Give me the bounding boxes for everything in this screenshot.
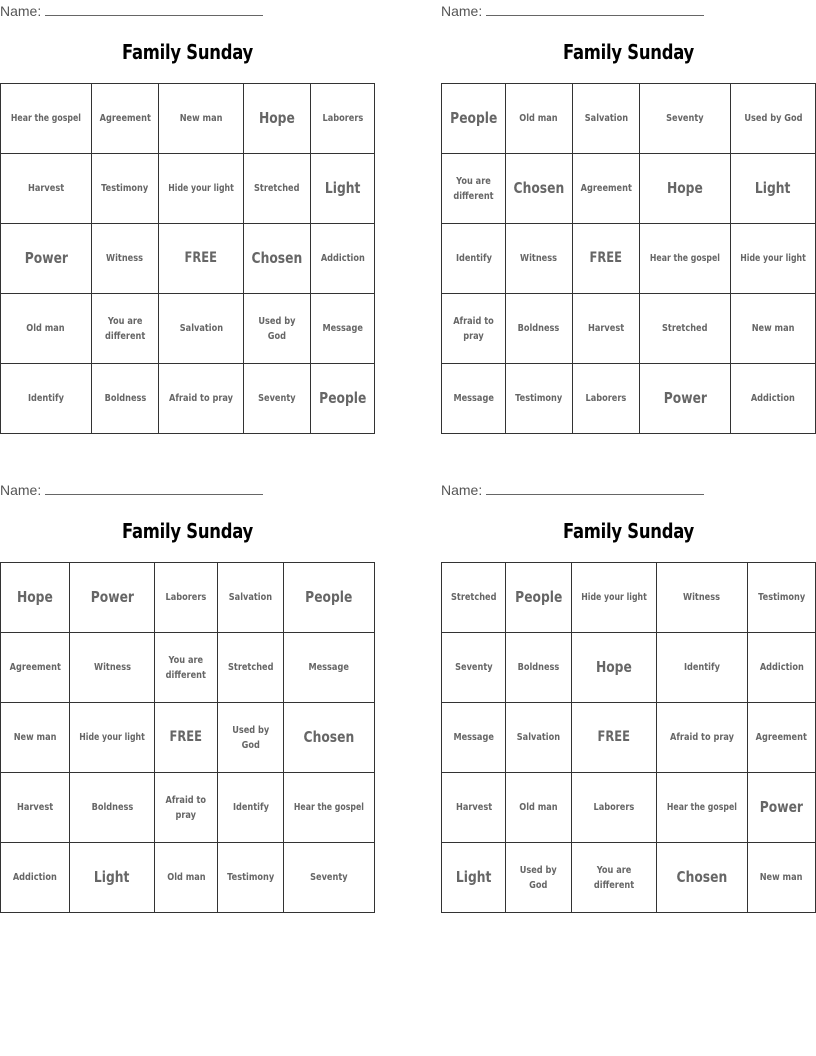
bingo-cell[interactable] [571, 563, 656, 633]
bingo-cell[interactable] [217, 703, 283, 773]
bingo-cell[interactable] [506, 703, 571, 773]
name-label: Name: [0, 482, 42, 498]
bingo-cell[interactable] [311, 84, 375, 154]
bingo-cell[interactable] [70, 563, 155, 633]
bingo-grid [441, 83, 816, 434]
cell-label: Afraid to pray [169, 393, 234, 404]
cell-label: People [449, 109, 498, 127]
cell-label: New man [179, 113, 223, 124]
grid-row [1, 703, 375, 773]
cell-label: Addiction [750, 393, 795, 404]
cell-label: Message [453, 732, 494, 743]
cell-label: Stretched [254, 183, 300, 194]
cell-label: Afraid to pray [453, 315, 494, 342]
bingo-cell[interactable] [747, 563, 815, 633]
cell-label: Laborers [165, 592, 207, 603]
grid-row [1, 563, 375, 633]
bingo-cell[interactable] [640, 154, 731, 224]
cell-label: FREE [597, 729, 630, 745]
name-label: Name: [0, 3, 42, 19]
bingo-cell[interactable] [217, 843, 283, 913]
grid-row [1, 633, 375, 703]
cell-label: Seventy [666, 113, 704, 124]
bingo-cell[interactable] [311, 224, 375, 294]
bingo-cell[interactable] [155, 843, 218, 913]
grid-row [442, 703, 816, 773]
bingo-cell[interactable] [284, 843, 375, 913]
cell-label: Hide your light [580, 592, 647, 603]
bingo-cell[interactable] [311, 364, 375, 434]
cell-label: Power [90, 588, 134, 606]
grid-row [442, 633, 816, 703]
name-line[interactable] [45, 482, 263, 495]
name-field [441, 3, 704, 19]
cell-label: New man [13, 732, 57, 743]
bingo-cell[interactable] [1, 773, 70, 843]
bingo-cell[interactable] [311, 154, 375, 224]
bingo-cell[interactable] [730, 224, 815, 294]
cell-label: Message [322, 323, 363, 334]
cell-label: New man [759, 872, 803, 883]
bingo-cell[interactable] [1, 843, 70, 913]
bingo-cell[interactable] [284, 773, 375, 843]
cell-label: Chosen [303, 728, 355, 746]
bingo-cell[interactable] [442, 633, 506, 703]
bingo-cell[interactable] [571, 633, 656, 703]
cell-label: People [305, 588, 353, 606]
cell-label: Identify [232, 802, 269, 813]
bingo-cell[interactable] [1, 154, 92, 224]
bingo-cell[interactable] [217, 633, 283, 703]
bingo-cell[interactable] [70, 843, 155, 913]
bingo-cell[interactable] [747, 633, 815, 703]
cell-label: Power [759, 798, 803, 816]
cell-label: Salvation [584, 113, 628, 124]
cell-label: Salvation [228, 592, 273, 603]
cell-label: Addiction [13, 872, 58, 883]
cell-label: Old man [519, 802, 558, 813]
cell-label: Witness [683, 592, 721, 603]
cell-label: Agreement [755, 732, 807, 743]
grid-row [1, 773, 375, 843]
grid-row [442, 843, 816, 913]
card-title: Family Sunday [562, 40, 694, 64]
grid-row [1, 294, 375, 364]
bingo-cell[interactable] [505, 224, 572, 294]
name-label: Name: [441, 3, 483, 19]
name-field [0, 482, 263, 498]
bingo-cell[interactable] [91, 154, 158, 224]
bingo-cell[interactable] [70, 773, 155, 843]
cell-label: Stretched [450, 592, 497, 603]
bingo-cell[interactable] [506, 563, 571, 633]
bingo-cell[interactable] [244, 224, 311, 294]
bingo-cell[interactable] [640, 364, 731, 434]
bingo-cell[interactable] [505, 294, 572, 364]
cell-label: Harvest [16, 802, 54, 813]
bingo-cell[interactable] [571, 773, 656, 843]
bingo-cell[interactable] [656, 773, 747, 843]
bingo-cell[interactable] [506, 843, 571, 913]
bingo-cell[interactable] [640, 84, 731, 154]
cell-label: Power [663, 389, 707, 407]
cell-label: Salvation [516, 732, 561, 743]
cell-label: Message [308, 662, 350, 673]
bingo-cell[interactable] [442, 703, 506, 773]
bingo-cell[interactable] [656, 633, 747, 703]
bingo-cell[interactable] [656, 703, 747, 773]
bingo-cell[interactable] [442, 154, 506, 224]
name-field [441, 482, 704, 498]
cell-label: New man [751, 323, 795, 334]
cell-label: Chosen [676, 868, 728, 886]
cell-label: You are different [453, 175, 494, 202]
grid-row [442, 364, 816, 434]
cell-label: Salvation [179, 323, 223, 334]
bingo-cell[interactable] [155, 773, 218, 843]
bingo-cell[interactable] [1, 294, 92, 364]
grid-row [442, 294, 816, 364]
cell-label: Hope [259, 109, 296, 127]
bingo-cell[interactable] [159, 154, 244, 224]
bingo-cell[interactable] [1, 364, 92, 434]
cell-label: Boldness [517, 662, 560, 673]
bingo-cell[interactable] [70, 703, 155, 773]
grid-row [1, 843, 375, 913]
bingo-cell[interactable] [159, 364, 244, 434]
cell-label: Stretched [227, 662, 274, 673]
cell-label: Chosen [513, 179, 565, 197]
bingo-cell[interactable] [1, 84, 92, 154]
bingo-cell[interactable] [730, 364, 815, 434]
cell-label: Used by God [231, 724, 269, 751]
bingo-cell[interactable] [747, 843, 815, 913]
bingo-cell[interactable] [91, 364, 158, 434]
bingo-cell[interactable] [505, 364, 572, 434]
cell-label: Stretched [662, 323, 708, 334]
cell-label: Testimony [101, 183, 149, 194]
cell-label: Boldness [91, 802, 133, 813]
bingo-cell[interactable] [442, 364, 506, 434]
name-line[interactable] [45, 3, 263, 16]
cell-label: Agreement [9, 662, 61, 673]
bingo-cell[interactable] [284, 563, 375, 633]
bingo-cell[interactable] [159, 84, 244, 154]
name-label: Name: [441, 482, 483, 498]
free-cell[interactable] [571, 703, 656, 773]
cell-label: Harvest [455, 802, 492, 813]
cell-label: Old man [26, 323, 66, 334]
cell-label: Harvest [27, 183, 64, 194]
cell-label: Witness [520, 253, 558, 264]
bingo-cell[interactable] [91, 84, 158, 154]
bingo-cell[interactable] [640, 224, 731, 294]
cell-label: Hear the gospel [666, 802, 737, 813]
bingo-cell[interactable] [244, 364, 311, 434]
bingo-cell[interactable] [747, 773, 815, 843]
cell-label: Message [453, 393, 494, 404]
cell-label: Laborers [322, 113, 363, 124]
bingo-cell[interactable] [284, 633, 375, 703]
grid-row [442, 563, 816, 633]
bingo-cell[interactable] [155, 633, 218, 703]
cell-label: Seventy [310, 872, 348, 883]
cell-label: Hope [667, 179, 703, 197]
bingo-cell[interactable] [244, 294, 311, 364]
cell-label: Testimony [515, 393, 563, 404]
bingo-cell[interactable] [284, 703, 375, 773]
cell-label: Power [24, 249, 68, 267]
cell-label: Boldness [104, 393, 146, 404]
cell-label: Laborers [593, 802, 635, 813]
bingo-cell[interactable] [506, 773, 571, 843]
cell-label: Hear the gospel [649, 253, 721, 264]
bingo-cell[interactable] [442, 224, 506, 294]
cell-label: Chosen [251, 249, 303, 267]
cell-label: Witness [106, 253, 144, 264]
cell-label: Hear the gospel [10, 113, 81, 124]
cell-label: You are different [593, 864, 634, 891]
cell-label: Boldness [518, 323, 560, 334]
cell-label: Hide your light [740, 253, 806, 264]
cell-label: People [318, 389, 367, 407]
bingo-cell[interactable] [442, 773, 506, 843]
name-field [0, 3, 263, 19]
cell-label: People [514, 588, 563, 606]
grid-row [442, 154, 816, 224]
bingo-cell[interactable] [442, 563, 506, 633]
cell-label: Used by God [519, 864, 558, 891]
cell-label: Light [94, 868, 130, 886]
bingo-cell[interactable] [730, 154, 815, 224]
cell-label: Identify [27, 393, 64, 404]
free-cell[interactable] [572, 224, 639, 294]
bingo-cell[interactable] [730, 294, 815, 364]
cell-label: FREE [184, 250, 218, 266]
cell-label: Light [755, 179, 791, 197]
cell-label: Hope [17, 588, 53, 606]
grid-row [442, 773, 816, 843]
cell-label: Afraid to pray [165, 794, 207, 821]
bingo-cell[interactable] [244, 154, 311, 224]
bingo-cell[interactable] [730, 84, 815, 154]
cell-label: Seventy [258, 393, 296, 404]
bingo-cell[interactable] [572, 364, 639, 434]
cell-label: Used by God [258, 315, 296, 342]
bingo-cell[interactable] [244, 84, 311, 154]
card-title: Family Sunday [121, 40, 253, 64]
free-cell[interactable] [159, 224, 244, 294]
name-line[interactable] [486, 482, 704, 495]
bingo-cell[interactable] [572, 294, 639, 364]
bingo-grid [0, 83, 375, 434]
cell-label: You are different [165, 654, 207, 681]
bingo-cell[interactable] [311, 294, 375, 364]
cell-label: Agreement [580, 183, 632, 194]
cell-label: Old man [166, 872, 206, 883]
cell-label: Light [455, 868, 492, 886]
cell-label: Laborers [585, 393, 627, 404]
cell-label: Old man [519, 113, 559, 124]
cell-label: Light [324, 179, 361, 197]
bingo-grid [0, 562, 375, 913]
bingo-cell[interactable] [656, 563, 747, 633]
bingo-cell[interactable] [442, 84, 506, 154]
grid-row [442, 84, 816, 154]
bingo-cell[interactable] [91, 224, 158, 294]
bingo-cell[interactable] [217, 563, 283, 633]
grid-row [442, 224, 816, 294]
bingo-cell[interactable] [442, 843, 506, 913]
bingo-cell[interactable] [656, 843, 747, 913]
bingo-cell[interactable] [506, 633, 571, 703]
bingo-cell[interactable] [217, 773, 283, 843]
card-title: Family Sunday [562, 519, 694, 543]
grid-row [1, 224, 375, 294]
grid-row [1, 154, 375, 224]
cell-label: Addiction [320, 253, 365, 264]
cell-label: Hear the gospel [294, 802, 365, 813]
grid-row [1, 364, 375, 434]
bingo-grid [441, 562, 816, 913]
bingo-cell[interactable] [1, 703, 70, 773]
cell-label: Agreement [99, 113, 151, 124]
bingo-cell[interactable] [572, 84, 639, 154]
bingo-cell[interactable] [1, 224, 92, 294]
cell-label: FREE [589, 250, 623, 266]
bingo-cell[interactable] [91, 294, 158, 364]
bingo-cell[interactable] [70, 633, 155, 703]
bingo-cell[interactable] [1, 563, 70, 633]
cell-label: Afraid to pray [669, 732, 734, 743]
cell-label: Used by God [743, 113, 803, 124]
cell-label: Harvest [587, 323, 625, 334]
bingo-cell[interactable] [640, 294, 731, 364]
cell-label: FREE [169, 729, 203, 745]
cell-label: Addiction [759, 662, 804, 673]
cell-label: You are different [104, 315, 146, 342]
cell-label: Identify [683, 662, 720, 673]
free-cell[interactable] [155, 703, 218, 773]
cell-label: Identify [455, 253, 492, 264]
cell-label: Testimony [757, 592, 805, 603]
name-line[interactable] [486, 3, 704, 16]
cell-label: Hide your light [168, 183, 234, 194]
bingo-cell[interactable] [505, 84, 572, 154]
cell-label: Testimony [226, 872, 274, 883]
bingo-cell[interactable] [571, 843, 656, 913]
bingo-cell[interactable] [442, 294, 506, 364]
bingo-cell[interactable] [1, 633, 70, 703]
bingo-cell[interactable] [572, 154, 639, 224]
bingo-cell[interactable] [159, 294, 244, 364]
cell-label: Seventy [454, 662, 493, 673]
bingo-cell[interactable] [505, 154, 572, 224]
cell-label: Witness [93, 662, 131, 673]
card-title: Family Sunday [121, 519, 253, 543]
grid-row [1, 84, 375, 154]
bingo-cell[interactable] [747, 703, 815, 773]
cell-label: Hide your light [79, 732, 145, 743]
bingo-cell[interactable] [155, 563, 218, 633]
cell-label: Hope [595, 658, 632, 676]
